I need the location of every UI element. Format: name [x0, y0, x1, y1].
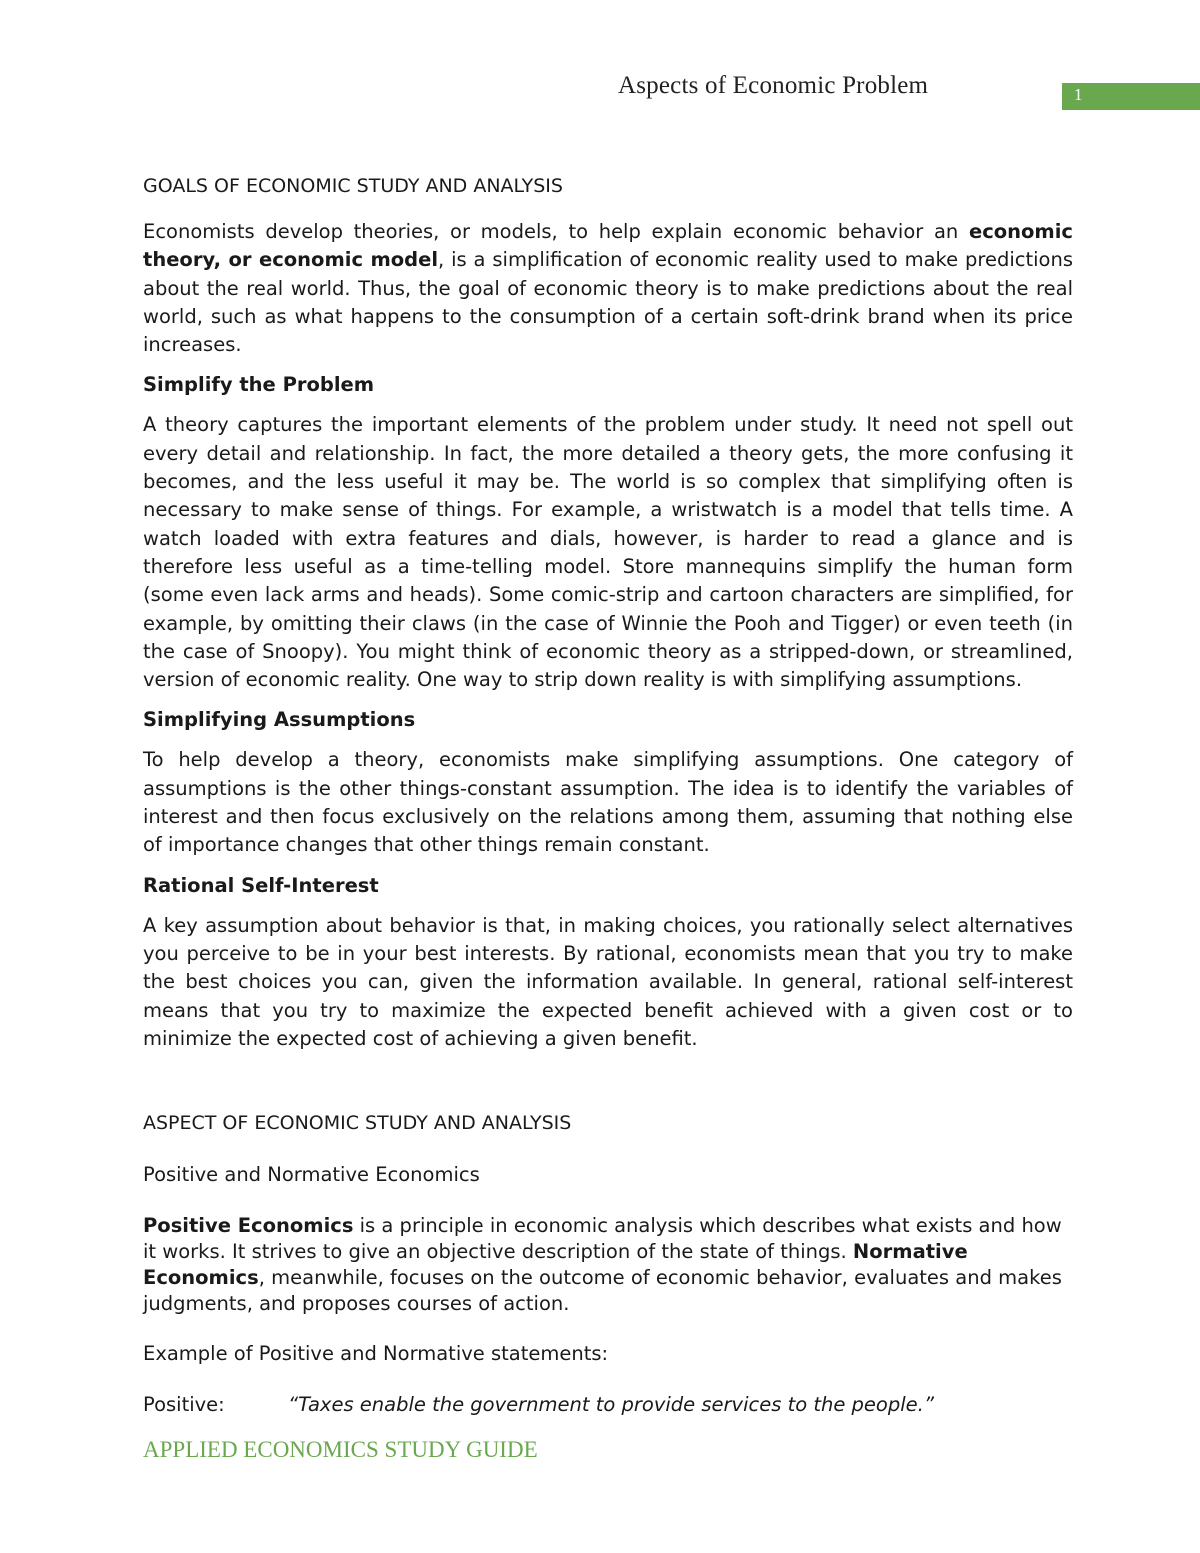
- example-intro: Example of Positive and Normative statements:: [143, 1342, 609, 1366]
- normative-economics-text: , meanwhile, focuses on the outcome of economic behavior, evaluates and makes judgments, and proposes courses of action.: [143, 1266, 1062, 1316]
- paragraph-simplify-problem: A theory captures the important elements of the problem under study. It need not spell out every detail and relationship. In fact, the more detailed a theory gets, the more confusing it becomes, and the less useful it may be. The world is so complex that simplifying often is necessary to make sense of things. For example, a wristwatch is a model that tells time. A watch loaded with extra features and dials, however, is harder to read a glance and is therefore less useful as a time-telling model. Store mannequins simplify the human form (some even lack arms and heads). Some comic-strip and cartoon characters are simplified, for example, by omitting their claws (in the case of Winnie the Pooh and Tigger) or even teeth (in the case of Snoopy). You might think of economic theory as a stripped-down, or streamlined, version of economic reality. One way to strip down reality is with simplifying assumptions.: [143, 413, 1073, 692]
- positive-economics-text: is a principle in economic analysis which describes what exists and how it works. It strives to give an objective description of the state of things.: [143, 1214, 1062, 1264]
- example-positive-row: [143, 1391, 1073, 1419]
- example-quote: “Taxes enable the government to provide services to the people.”: [288, 1393, 934, 1417]
- intro-text-part1: Economists develop theories, or models, to help explain economic behavior an: [143, 220, 969, 243]
- paragraph-simplifying-assumptions: To help develop a theory, economists make simplifying assumptions. One category of assumptions is the other things-constant assumption. The idea is to identify the variables of interest and then focus exclusively on the relations among them, assuming that nothing else of importance changes that other things remain constant.: [143, 748, 1073, 857]
- section-heading-aspect: ASPECT OF ECONOMIC STUDY AND ANALYSIS: [143, 1112, 572, 1135]
- intro-bold-term: economic theory, or economic model: [143, 220, 1073, 272]
- paragraph-positive-normative: [143, 1213, 1073, 1317]
- paragraph-rational-self-interest: A key assumption about behavior is that, in making choices, you rationally select alternatives you perceive to be in your best interests. By rational, economists mean that you try to make the best choices you can, given the information available. In general, rational self-interest means that you try to maximize the expected benefit achieved with a given cost or to minimize the expected cost of achieving a given benefit.: [143, 913, 1073, 1050]
- term-positive-economics: Positive Economics: [143, 1214, 354, 1238]
- intro-paragraph: [143, 218, 1073, 359]
- subheading-positive-normative: Positive and Normative Economics: [143, 1163, 480, 1187]
- subheading-rational-self-interest: Rational Self-Interest: [143, 873, 379, 897]
- page-number: 1: [1074, 85, 1083, 104]
- subheading-simplifying-assumptions: Simplifying Assumptions: [143, 708, 416, 732]
- term-normative-economics: Normative Economics: [143, 1240, 968, 1290]
- footer-title: APPLIED ECONOMICS STUDY GUIDE: [143, 1437, 538, 1462]
- running-header-title: Aspects of Economic Problem: [618, 72, 929, 99]
- subheading-simplify-problem: Simplify the Problem: [143, 373, 375, 397]
- intro-text-part2: , is a simplification of economic reality used to make predictions about the real world. Thus, the goal of economic theory is to make predictions about the real world, such as what happens to the consumption of a certain soft-drink brand when its price increases.: [143, 248, 1073, 357]
- document-body: [143, 172, 1073, 1419]
- section-heading-goals: GOALS OF ECONOMIC STUDY AND ANALYSIS: [143, 175, 563, 197]
- example-label: Positive:: [143, 1393, 225, 1417]
- page-number-tab: [1062, 83, 1200, 110]
